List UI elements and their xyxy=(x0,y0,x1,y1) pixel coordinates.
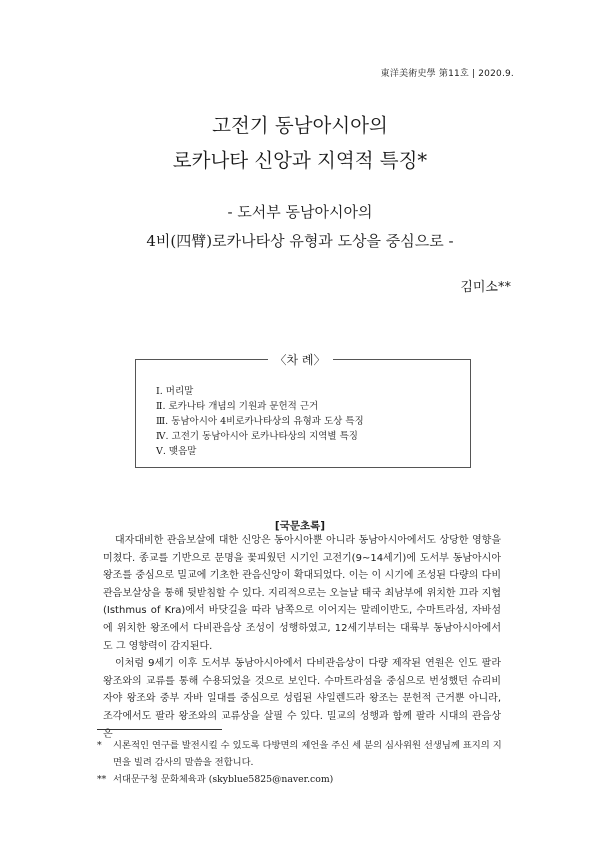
abstract-paragraph: 이처럼 9세기 이후 도서부 동남아시아에서 다비관음상이 다량 제작된 연원은 인도 팔라 왕조와의 교류를 통해 수용되었을 것으로 보인다. 수마트라섬을 중심으로 번성했던 슈리비자야 왕조와 중부 자바 일대를 중심으로 성립된 샤일렌드라 왕조는 문헌적 근거뿐 아니라, 조각에서도 팔라 왕조와의 교류상을 살필 수 있다. 밀교의 성행과 함께 팔라 시대의 관음상은 xyxy=(103,658,501,740)
footnote-mark: * xyxy=(97,740,102,751)
abstract-body xyxy=(103,532,501,743)
author-name: 김미소** xyxy=(460,280,511,295)
toc-item: Ⅰ. 머리말 xyxy=(156,386,194,397)
journal-header: 東洋美術史學 第11호 | 2020.9. xyxy=(380,69,514,79)
footnote-text: 시론적인 연구를 발전시킬 수 있도록 다방면의 제언을 주신 세 분의 심사위원 선생님께 표지의 지면을 빌려 감사의 말씀을 전합니다. xyxy=(113,740,502,768)
footnotes xyxy=(97,737,505,788)
title-line-2: 로카나타 신앙과 지역적 특징* xyxy=(172,149,428,172)
footnote xyxy=(97,737,505,771)
toc-item: Ⅳ. 고전기 동남아시아 로카나타상의 지역별 특징 xyxy=(156,431,358,442)
title-line-1: 고전기 동남아시아의 xyxy=(212,114,388,137)
footnote-divider xyxy=(97,729,222,730)
subtitle-line-1: - 도서부 동남아시아의 xyxy=(227,203,373,221)
toc-list xyxy=(156,384,364,459)
toc-heading xyxy=(0,351,600,368)
abstract-paragraph: 대자대비한 관음보살에 대한 신앙은 동아시아뿐 아니라 동남아시아에서도 상당한 영향을 미쳤다. 종교를 기반으로 문명을 꽃피웠던 시기인 고전기(9~14세기)에 도서부 동남아시아 왕조를 중심으로 밀교에 기초한 관음신앙이 확대되었다. 이는 이 시기에 조성된 다량의 다비관음보살상을 통해 뒷받침할 수 있다. 지리적으로는 오늘날 태국 최남부에 위치한 끄라 지협(Isthmus of Kra)에서 바닷길을 따라 남쪽으로 이어지는 말레이반도, 수마트라섬, 자바섬에 위치한 왕조에서 다비관음상 조성이 성행하였고, 12세기부터는 대륙부 동남아시아에서도 그 영향력이 감지된다. xyxy=(103,535,501,652)
toc-item: Ⅴ. 맺음말 xyxy=(156,446,197,457)
footnote-text: 서대문구청 문화체육과 (skyblue5825@naver.com) xyxy=(113,774,334,785)
abstract-heading: [국문초록] xyxy=(274,520,326,532)
footnote xyxy=(97,771,505,788)
subtitle-line-2: 4비(四臂)로카나타상 유형과 도상을 중심으로 - xyxy=(146,232,454,250)
toc-item: Ⅱ. 로카나타 개념의 기원과 문헌적 근거 xyxy=(156,401,319,412)
toc-heading-text: 〈차 례〉 xyxy=(268,353,333,367)
toc-item: Ⅲ. 동남아시아 4비로카나타상의 유형과 도상 특징 xyxy=(156,416,364,427)
footnote-mark: ** xyxy=(97,774,107,785)
